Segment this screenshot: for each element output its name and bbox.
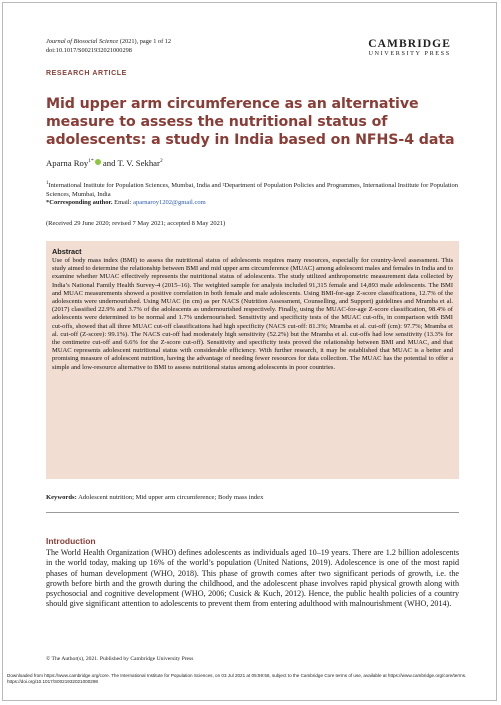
received-dates: (Received 29 June 2020; revised 7 May 2021; accepted 8 May 2021) — [46, 220, 226, 227]
abstract-text: Use of body mass index (BMI) to assess the nutritional status of adolescents requires many resources, especially for country-level assessment. This study aimed to determine the relationship between BMI and mid upper arm circumference (MUAC) among adolescent males and females in India and to examine whether MUAC effectively represents the nutritional status of adolescents. The study utilized anthropometric measurement data collected by India’s National Family Health Survey-4 (2015–16). The weighted sample for analysis included 91,315 female and 14,893 male adolescents. The BMI and MUAC measurements showed a positive correlation in both female and male adolescents. Using BMI-for-age Z-score classifications, 12.7% of the adolescents were undernourished. Using MUAC (in cm) as per NACS (Nutrition Assessment, Counselling, and Support) guidelines and Mramba et al. (2017) classified 22.9% and 3.7% of the adolescents as undernourished respectively. Finally, using the MUAC-for-age Z-score classification, 98.4% of adolescents were determined to be normal and 1.7% undernourished. Sensitivity and specificity tests of the MUAC cut-offs, in comparison with BMI cut-offs, showed that all three MUAC cut-off classifications had high specificity (NACS cut-off: 81.3%; Mramba et al. cut-off (cm): 97.7%; Mramba et al. cut-off (Z-score): 99.1%). The NACS cut-off had moderately high sensitivity (52.2%) but the Mramba et al. cut-offs had low sensitivity (13.3% for the centimetre cut-off and 6.6% for the Z-score cut-off). Sensitivity and specificity tests proved the relationship between BMI and MUAC, and that MUAC represents adolescent nutritional status with considerable efficiency. With further research, it may be established that MUAC is a better and promising measure of adolescent nutrition, having the advantage of needing fewer resources for data collection. The MUAC has the potential to offer a simple and low-resource alternative to BMI to assess nutritional status among adolescents in poor countries. — [52, 257, 453, 371]
download-footer: Downloaded from https://www.cambridge.org/core. The International Institute for Population Sciences, on 03 Jul 2021 at 05:59:56, subject to the Cambridge Core terms of use, available at https://www.cambridge.org/core/terms. https://doi.org/10.1017/S0021932021000298 — [7, 673, 467, 684]
orcid-icon[interactable] — [95, 159, 101, 165]
doi-link[interactable]: doi:10.1017/S0021932021000298 — [46, 47, 132, 54]
author-2-sup: 2 — [159, 158, 163, 165]
introduction-text: The World Health Organization (WHO) defines adolescents as individuals aged 10–19 years. There are 1.2 billion adolescents in the world today, making up 16% of the world’s population (United Nations, 2019). Adolescence is one of the most rapid phases of human development (WHO, 2018). This phase of growth comes after two significant periods of growth, i.e. the growth before birth and the growth during the childhood, and the adolescent phase involves rapid physical growth along with psychosocial and cognitive development (WHO, 2006; Cusick & Kuch, 2012). Hence, the public health policies of a country should give significant attention to adolescents to prevent them from entering adulthood with malnourishment (WHO, 2014). — [46, 548, 459, 609]
author-2: and T. V. Sekhar — [102, 158, 160, 168]
email-link[interactable]: aparnaroy1202@gmail.com — [133, 198, 206, 206]
abstract-box — [46, 241, 459, 479]
keywords-value: Adolescent nutrition; Mid upper arm circumference; Body mass index — [78, 494, 264, 501]
email-label: Email: — [114, 198, 132, 206]
paper-title: Mid upper arm circumference as an alternative measure to assess the nutritional status of adolescents: a study in India based on NFHS-4 data — [46, 96, 455, 148]
doi-line — [46, 47, 132, 54]
publisher-subtitle: UNIVERSITY PRESS — [368, 50, 451, 57]
introduction-heading: Introduction — [46, 536, 96, 546]
article-type: RESEARCH ARTICLE — [46, 70, 127, 77]
publisher-logo — [368, 38, 451, 58]
journal-name: Journal of Biosocial Science — [46, 38, 119, 45]
affiliation-text: International Institute for Population Sciences, Mumbai, India and ²Department of Population Policies and Programmes, International Institute for Population Sciences, Mumbai, India — [46, 182, 459, 198]
journal-citation — [46, 38, 171, 46]
corresponding-label: *Corresponding author. — [46, 198, 113, 206]
keywords-label: Keywords: — [46, 494, 77, 501]
journal-meta: (2021), page 1 of 12 — [119, 38, 172, 45]
author-1-sup: 1* — [88, 158, 94, 165]
abstract-heading: Abstract — [52, 247, 82, 256]
author-list — [46, 158, 163, 168]
author-1: Aparna Roy — [46, 158, 89, 168]
keywords — [46, 494, 263, 501]
copyright-line: © The Author(s), 2021. Published by Cambridge University Press — [46, 656, 194, 662]
affiliations: $^1$International Institute for Population Sciences, Mumbai, India and ²Department of Population Policies and Programmes, International Institute for Population Sciences, Mumbai, India *Corresponding author. Email: aparnaroy1202@gmail.com — [46, 181, 459, 206]
publisher-name: CAMBRIDGE — [368, 38, 451, 50]
section-divider — [46, 512, 459, 513]
